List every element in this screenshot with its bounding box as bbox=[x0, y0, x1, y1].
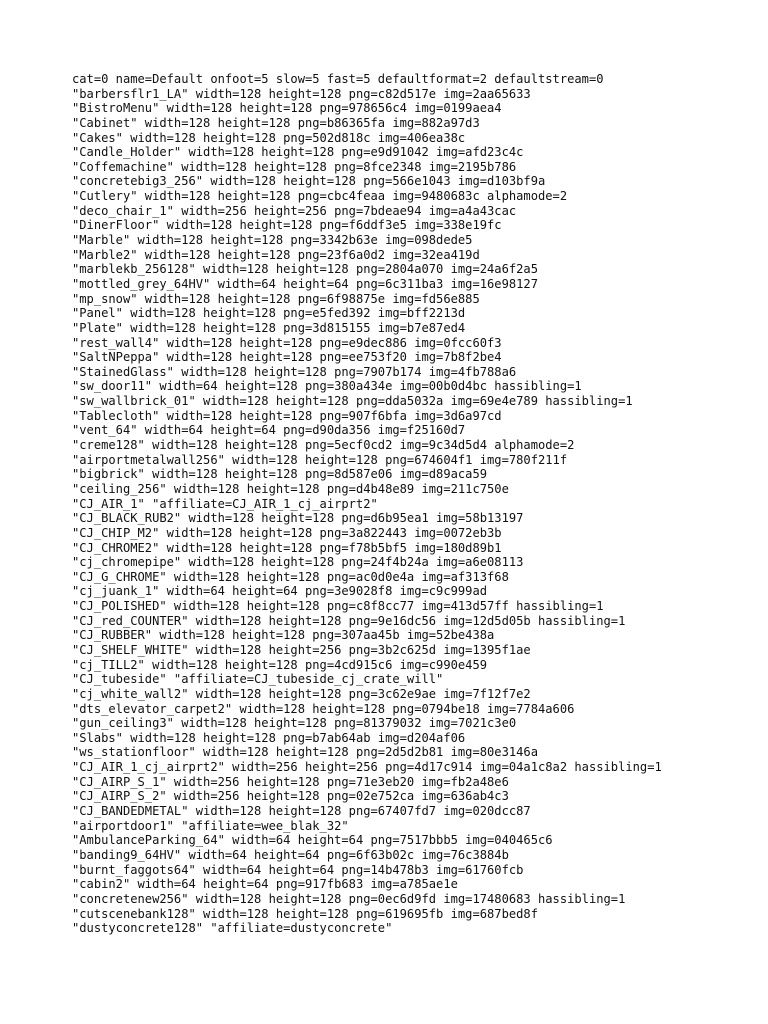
texture-entry-line: "CJ_BANDEDMETAL" width=128 height=128 png=67407fd7 img=020dcc87 bbox=[72, 804, 531, 819]
texture-entry-line: "cj_white_wall2" width=128 height=128 png=3c62e9ae img=7f12f7e2 bbox=[72, 686, 531, 701]
texture-entry-line: "bigbrick" width=128 height=128 png=8d587e06 img=d89aca59 bbox=[72, 467, 488, 482]
texture-entry-line: "dts_elevator_carpet2" width=128 height=128 png=0794be18 img=7784a606 bbox=[72, 701, 575, 716]
texture-entry-line: "Cabinet" width=128 height=128 png=b86365fa img=882a97d3 bbox=[72, 115, 480, 130]
texture-entry-line: "rest_wall4" width=128 height=128 png=e9dec886 img=0fcc60f3 bbox=[72, 335, 502, 350]
texture-entry-line: "Marble" width=128 height=128 png=3342b63e img=098dede5 bbox=[72, 233, 473, 248]
texture-entry-line: "CJ_SHELF_WHITE" width=128 height=256 png=3b2c625d img=1395f1ae bbox=[72, 642, 531, 657]
texture-entry-line: "Panel" width=128 height=128 png=e5fed392 img=bff2213d bbox=[72, 306, 466, 321]
texture-entry-line: "banding9_64HV" width=64 height=64 png=6f63b02c img=76c3884b bbox=[72, 847, 509, 862]
texture-entry-line: "concretebig3_256" width=128 height=128 png=566e1043 img=d103bf9a bbox=[72, 174, 546, 189]
texture-entry-line: "CJ_tubeside" "affiliate=CJ_tubeside_cj_crate_will" bbox=[72, 672, 444, 687]
texture-entry-line: "StainedGlass" width=128 height=128 png=7907b174 img=4fb788a6 bbox=[72, 364, 517, 379]
texture-entry-line: "Plate" width=128 height=128 png=3d815155 img=b7e87ed4 bbox=[72, 320, 466, 335]
texture-entry-line: "Marble2" width=128 height=128 png=23f6a0d2 img=32ea419d bbox=[72, 247, 480, 262]
texture-entry-line: "DinerFloor" width=128 height=128 png=f6ddf3e5 img=338e19fc bbox=[72, 218, 502, 233]
header-line: cat=0 name=Default onfoot=5 slow=5 fast=5 defaultformat=2 defaultstream=0 bbox=[72, 72, 604, 86]
texture-entry-line: "gun_ceiling3" width=128 height=128 png=81379032 img=7021c3e0 bbox=[72, 716, 517, 731]
texture-entry-line: "creme128" width=128 height=128 png=5ecf0cd2 img=9c34d5d4 alphamode=2 bbox=[72, 438, 575, 453]
texture-listing bbox=[72, 72, 762, 936]
texture-entry-line: "Cutlery" width=128 height=128 png=cbc4feaa img=9480683c alphamode=2 bbox=[72, 189, 568, 204]
texture-entry-line: "deco_chair_1" width=256 height=256 png=7bdeae94 img=a4a43cac bbox=[72, 203, 517, 218]
texture-entry-line: "concretenew256" width=128 height=128 png=0ec6d9fd img=17480683 hassibling=1 bbox=[72, 891, 626, 906]
texture-entry-line: "CJ_AIRP_S_1" width=256 height=128 png=71e3eb20 img=fb2a48e6 bbox=[72, 774, 509, 789]
texture-entry-line: "airportmetalwall256" width=128 height=128 png=674604f1 img=780f211f bbox=[72, 452, 568, 467]
texture-entry-line: "Tablecloth" width=128 height=128 png=907f6bfa img=3d6a97cd bbox=[72, 408, 502, 423]
texture-entry-line: "Coffemachine" width=128 height=128 png=8fce2348 img=2195b786 bbox=[72, 159, 517, 174]
texture-entry-line: "Slabs" width=128 height=128 png=b7ab64ab img=d204af06 bbox=[72, 730, 466, 745]
texture-entry-line: "SaltNPeppa" width=128 height=128 png=ee753f20 img=7b8f2be4 bbox=[72, 350, 502, 365]
texture-entry-line: "CJ_red_COUNTER" width=128 height=128 png=9e16dc56 img=12d5d05b hassibling=1 bbox=[72, 613, 626, 628]
texture-entry-line: "CJ_POLISHED" width=128 height=128 png=c8f8cc77 img=413d57ff hassibling=1 bbox=[72, 599, 604, 614]
texture-entry-line: "cutscenebank128" width=128 height=128 png=619695fb img=687bed8f bbox=[72, 906, 538, 921]
texture-entry-line: "cabin2" width=64 height=64 png=917fb683 img=a785ae1e bbox=[72, 877, 458, 892]
texture-entry-line: "ceiling_256" width=128 height=128 png=d4b48e89 img=211c750e bbox=[72, 481, 509, 496]
texture-entry-line: "mottled_grey_64HV" width=64 height=64 png=6c311ba3 img=16e98127 bbox=[72, 276, 538, 291]
texture-entry-line: "CJ_CHIP_M2" width=128 height=128 png=3a822443 img=0072eb3b bbox=[72, 525, 502, 540]
texture-entry-line: "cj_chromepipe" width=128 height=128 png=24f4b24a img=a6e08113 bbox=[72, 555, 524, 570]
texture-entry-line: "vent_64" width=64 height=64 png=d90da356 img=f25160d7 bbox=[72, 423, 466, 438]
texture-entry-line: "burnt_faggots64" width=64 height=64 png=14b478b3 img=61760fcb bbox=[72, 862, 524, 877]
texture-entry-line: "CJ_CHROME2" width=128 height=128 png=f78b5bf5 img=180d89b1 bbox=[72, 540, 502, 555]
texture-entry-line: "Candle_Holder" width=128 height=128 png=e9d91042 img=afd23c4c bbox=[72, 145, 524, 160]
texture-entry-line: "BistroMenu" width=128 height=128 png=978656c4 img=0199aea4 bbox=[72, 101, 502, 116]
texture-entry-line: "mp_snow" width=128 height=128 png=6f98875e img=fd56e885 bbox=[72, 291, 480, 306]
texture-entry-line: "Cakes" width=128 height=128 png=502d818c img=406ea38c bbox=[72, 130, 466, 145]
texture-entry-line: "CJ_AIR_1_cj_airprt2" width=256 height=256 png=4d17c914 img=04a1c8a2 hassibling=1 bbox=[72, 760, 662, 775]
texture-entry-line: "sw_door11" width=64 height=128 png=380a434e img=00b0d4bc hassibling=1 bbox=[72, 379, 582, 394]
texture-entry-line: "barbersflr1_LA" width=128 height=128 png=c82d517e img=2aa65633 bbox=[72, 86, 531, 101]
texture-entry-line: "cj_TILL2" width=128 height=128 png=4cd915c6 img=c990e459 bbox=[72, 657, 488, 672]
texture-entry-line: "cj_juank_1" width=64 height=64 png=3e9028f8 img=c9c999ad bbox=[72, 584, 488, 599]
texture-entry-line: "CJ_G_CHROME" width=128 height=128 png=ac0d0e4a img=af313f68 bbox=[72, 569, 509, 584]
texture-entry-line: "CJ_AIR_1" "affiliate=CJ_AIR_1_cj_airprt2" bbox=[72, 496, 378, 511]
texture-entry-line: "CJ_AIRP_S_2" width=256 height=128 png=02e752ca img=636ab4c3 bbox=[72, 789, 509, 804]
texture-entry-line: "AmbulanceParking_64" width=64 height=64 png=7517bbb5 img=040465c6 bbox=[72, 833, 553, 848]
texture-entry-line: "sw_wallbrick_01" width=128 height=128 png=dda5032a img=69e4e789 hassibling=1 bbox=[72, 394, 633, 409]
texture-entry-line: "airportdoor1" "affiliate=wee_blak_32" bbox=[72, 818, 349, 833]
texture-entry-line: "dustyconcrete128" "affiliate=dustyconcrete" bbox=[72, 921, 393, 936]
texture-entry-line: "marblekb_256128" width=128 height=128 png=2804a070 img=24a6f2a5 bbox=[72, 262, 538, 277]
texture-entry-line: "CJ_BLACK_RUB2" width=128 height=128 png=d6b95ea1 img=58b13197 bbox=[72, 511, 524, 526]
texture-entry-line: "ws_stationfloor" width=128 height=128 png=2d5d2b81 img=80e3146a bbox=[72, 745, 538, 760]
texture-entry-line: "CJ_RUBBER" width=128 height=128 png=307aa45b img=52be438a bbox=[72, 628, 495, 643]
